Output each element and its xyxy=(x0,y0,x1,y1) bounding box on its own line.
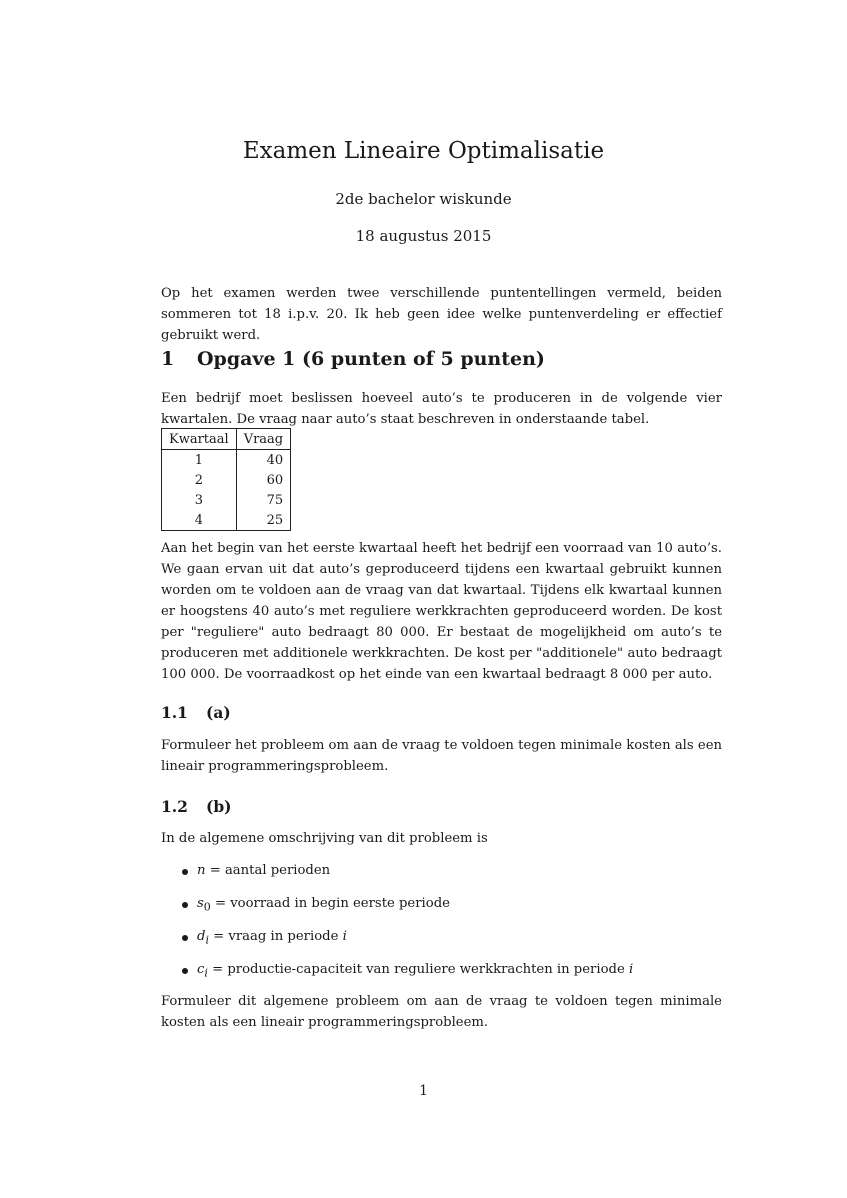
subsection-1-2-outro: Formuleer dit algemene probleem om aan de vraag te voldoen tegen minimale kosten als een lineair programmeringsprobleem. xyxy=(161,994,722,1030)
subsection-1-1-text: Formuleer het probleem om aan de vraag te voldoen tegen minimale kosten als een lineair programmeringsprobleem. xyxy=(161,738,722,774)
section-1-heading xyxy=(161,348,545,370)
definition-text: voorraad in begin eerste periode xyxy=(230,896,450,911)
table-cell-quarter: 2 xyxy=(162,470,237,490)
table-row xyxy=(162,510,291,531)
intro-paragraph: Op het examen werden twee verschillende puntentellingen vermeld, beiden sommeren tot 18 i.p.v. 20. Ik heb geen idee welke puntenverdeling er effectief gebruikt werd. xyxy=(161,286,722,343)
definition-text: vraag in periode xyxy=(228,929,343,944)
math-symbol: i xyxy=(342,929,347,944)
subsection-1-1-number: 1.1 xyxy=(161,703,188,722)
subsection-1-2-heading xyxy=(161,797,232,816)
table-cell-demand: 40 xyxy=(236,450,290,471)
section-1-paragraph-2: Aan het begin van het eerste kwartaal heeft het bedrijf een voorraad van 10 auto’s. We gaan ervan uit dat auto’s geproduceerd tijdens een kwartaal gebruikt kunnen worden om te voldoen aan de vraag van dat kwartaal. Tijdens elk kwartaal kunnen er hoogstens 40 auto’s met reguliere werkkrachten geproduceerd worden. De kost per "reguliere" auto bedraagt 80 000. Er bestaat de mogelijkheid om auto’s te produceren met additionele werkkrachten. De kost per "additionele" auto bedraagt 100 000. De voorraadkost op het einde van een kwartaal bedraagt 8 000 per auto. xyxy=(161,541,722,682)
bullet-icon xyxy=(182,935,188,941)
math-symbol: s xyxy=(197,896,204,911)
table-row xyxy=(162,490,291,510)
definition-text: aantal perioden xyxy=(224,863,331,878)
section-1-number: 1 xyxy=(161,348,175,370)
equals-sign: = xyxy=(208,929,229,944)
table-cell-demand: 60 xyxy=(236,470,290,490)
list-item xyxy=(161,893,721,926)
list-item xyxy=(161,959,721,992)
subsection-1-2-intro: In de algemene omschrijving van dit probleem is xyxy=(161,831,488,846)
bullet-icon xyxy=(182,902,188,908)
table-cell-demand: 75 xyxy=(236,490,290,510)
table-row xyxy=(162,470,291,490)
subsection-1-2-title: (b) xyxy=(206,797,232,816)
section-1-paragraph-1: Een bedrijf moet beslissen hoeveel auto’s te produceren in de volgende vier kwartalen. De vraag naar auto’s staat beschreven in onderstaande tabel. xyxy=(161,391,722,427)
table-header-row xyxy=(162,429,291,450)
document-date: 18 augustus 2015 xyxy=(355,227,492,245)
list-item xyxy=(161,860,721,893)
equals-sign: = xyxy=(210,896,231,911)
subsection-1-1-heading xyxy=(161,703,231,722)
document-subtitle: 2de bachelor wiskunde xyxy=(335,190,512,208)
table-header-cell: Vraag xyxy=(236,429,290,450)
definition-list xyxy=(161,860,721,992)
table-row xyxy=(162,450,291,471)
math-subscript: i xyxy=(204,966,208,980)
definition-text: productie-capaciteit van reguliere werkkrachten in periode xyxy=(227,962,629,977)
table-header-cell: Kwartaal xyxy=(162,429,237,450)
bullet-icon xyxy=(182,869,188,875)
document-title: Examen Lineaire Optimalisatie xyxy=(242,138,605,164)
subsection-1-2-number: 1.2 xyxy=(161,797,188,816)
table-cell-quarter: 1 xyxy=(162,450,237,471)
page-number: 1 xyxy=(419,1083,428,1099)
subsection-1-1-title: (a) xyxy=(206,703,231,722)
math-symbol: d xyxy=(197,929,206,944)
math-symbol: i xyxy=(628,962,634,977)
table-cell-quarter: 4 xyxy=(162,510,237,531)
bullet-icon xyxy=(182,968,188,974)
math-subscript: i xyxy=(205,933,209,947)
math-subscript: 0 xyxy=(203,900,211,914)
equals-sign: = xyxy=(205,863,225,878)
math-symbol: n xyxy=(197,863,206,878)
list-item xyxy=(161,926,721,959)
demand-table xyxy=(161,428,291,531)
table-cell-quarter: 3 xyxy=(162,490,237,510)
section-1-title: Opgave 1 (6 punten of 5 punten) xyxy=(197,348,545,370)
math-symbol: c xyxy=(197,962,205,977)
table-cell-demand: 25 xyxy=(236,510,290,531)
equals-sign: = xyxy=(207,962,228,977)
